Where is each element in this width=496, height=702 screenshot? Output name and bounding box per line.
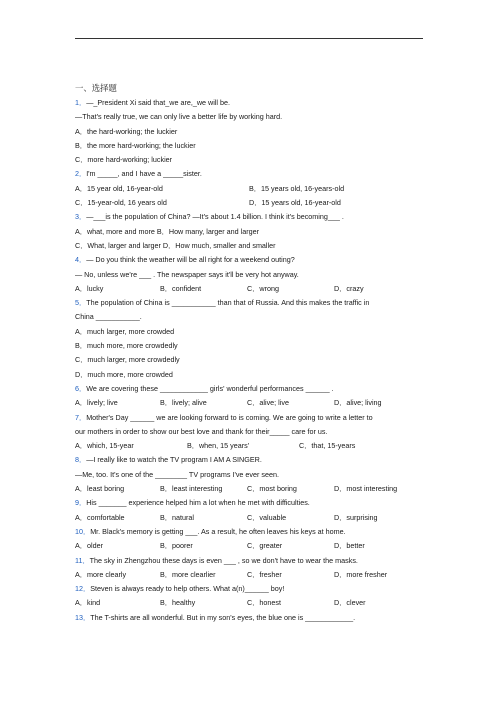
question-number: 5． — [75, 298, 87, 308]
question-5-option-c[interactable]: C．much larger, more crowdedly — [75, 355, 180, 365]
question-number: 2． — [75, 169, 87, 179]
question-text: —_President Xi said that_we are,_we will be. — [86, 98, 231, 107]
question-11-option-b[interactable]: B．more clearlier — [160, 569, 216, 579]
question-sheet — [75, 81, 423, 625]
question-text: His _______ experience helped him a lot when he met with difficulties. — [86, 498, 310, 508]
question-8-options — [75, 482, 423, 496]
question-text: — Do you think the weather will be all right for a weekend outing? — [86, 255, 295, 265]
question-4-option-c[interactable]: C．wrong — [247, 283, 279, 293]
question-number: 13． — [75, 612, 91, 622]
question-5-option-b[interactable]: B．much more, more crowdedly — [75, 341, 178, 351]
question-1-option-b[interactable]: B．the more hard-working; the luckier — [75, 140, 196, 150]
question-10-option-d[interactable]: D．better — [334, 541, 365, 551]
question-3-stem — [75, 210, 423, 224]
question-text: Steven is always ready to help others. What a(n)______ boy! — [90, 584, 285, 594]
question-10-option-a[interactable]: A．older — [75, 541, 103, 551]
question-12-option-c[interactable]: C．honest — [247, 598, 281, 608]
question-4-stem — [75, 253, 423, 267]
question-8-option-c[interactable]: C．most boring — [247, 484, 297, 494]
question-5-stem — [75, 296, 423, 310]
question-5-line: China ___________. — [75, 312, 142, 322]
question-1-option-a[interactable]: A．the hard-working; the luckier — [75, 126, 178, 136]
question-11-option-c[interactable]: C．fresher — [247, 569, 282, 579]
question-8-option-b[interactable]: B．least interesting — [160, 484, 223, 494]
question-5-option-d[interactable]: D．much more, more crowded — [75, 369, 173, 379]
question-12-option-b[interactable]: B．healthy — [160, 598, 196, 608]
question-2-option-d[interactable]: D．15 years old, 16-year-old — [249, 198, 341, 208]
question-number: 8． — [75, 455, 87, 465]
question-12-options — [75, 596, 423, 610]
question-9-option-a[interactable]: A．comfortable — [75, 512, 125, 522]
question-3-options-ab[interactable]: A．what, more and more B．How many, larger and larger — [75, 226, 260, 236]
question-number: 3． — [75, 212, 87, 222]
question-text: We are covering these ____________ girls' wonderful performances ______ . — [86, 383, 334, 393]
question-6-option-a[interactable]: A．lively; live — [75, 398, 118, 408]
question-2-option-a[interactable]: A．15 year old, 16-year-old — [75, 183, 163, 193]
question-1-stem — [75, 96, 423, 110]
question-4-option-b[interactable]: B．confident — [160, 283, 202, 293]
question-13-stem — [75, 611, 423, 625]
question-8-option-d[interactable]: D．most interesting — [334, 484, 398, 494]
question-7-option-a[interactable]: A．which, 15-year — [75, 441, 134, 451]
question-2-options-row-1 — [75, 182, 423, 196]
question-10-stem — [75, 525, 423, 539]
question-9-option-d[interactable]: D．surprising — [334, 512, 378, 522]
question-12-option-d[interactable]: D．clever — [334, 598, 366, 608]
question-9-option-c[interactable]: C．valuable — [247, 512, 287, 522]
question-number: 1． — [75, 98, 87, 107]
question-6-option-b[interactable]: B．lively; alive — [160, 398, 207, 408]
question-7-line: our mothers in order to show our best love and thank for their_____ care for us. — [75, 426, 328, 436]
question-8-option-a[interactable]: A．least boring — [75, 484, 125, 494]
question-6-stem — [75, 382, 423, 396]
question-number: 11． — [75, 555, 90, 565]
question-number: 9． — [75, 498, 87, 508]
question-text: —I really like to watch the TV program I AM A SINGER. — [86, 455, 262, 465]
question-9-option-b[interactable]: B．natural — [160, 512, 194, 522]
question-10-options — [75, 539, 423, 553]
question-11-stem — [75, 554, 423, 568]
question-7-option-c[interactable]: C．that, 15-years — [299, 441, 356, 451]
question-7-option-b[interactable]: B．when, 15 years' — [187, 441, 250, 451]
question-text: Mother's Day ______ we are looking forward to is coming. We are going to write a letter to — [86, 412, 373, 422]
question-text: The T-shirts are all wonderful. But in my son's eyes, the blue one is ____________. — [90, 612, 356, 622]
question-4-option-a[interactable]: A．lucky — [75, 283, 104, 293]
question-6-option-c[interactable]: C．alive; live — [247, 398, 289, 408]
question-1-line: —That's really true, we can only live a better life by working hard. — [75, 112, 283, 122]
question-6-options — [75, 396, 423, 410]
question-9-options — [75, 511, 423, 525]
question-4-line: — No, unless we're ___ . The newspaper says it'll be very hot anyway. — [75, 269, 299, 279]
question-3-options-cd[interactable]: C．What, larger and larger D．How much, smaller and smaller — [75, 240, 276, 250]
question-10-option-c[interactable]: C．greater — [247, 541, 283, 551]
question-8-line: —Me, too. It's one of the ________ TV programs I've ever seen. — [75, 469, 279, 479]
question-1-option-c[interactable]: C．more hard-working; luckier — [75, 155, 173, 165]
header-rule — [75, 38, 423, 39]
question-10-option-b[interactable]: B．poorer — [160, 541, 193, 551]
question-number: 10． — [75, 526, 91, 536]
question-8-stem — [75, 453, 423, 467]
question-12-stem — [75, 582, 423, 596]
question-7-options — [75, 439, 423, 453]
question-text: The population of China is ___________ than that of Russia. And this makes the traffic in — [86, 298, 370, 308]
question-2-option-c[interactable]: C．15-year-old, 16 years old — [75, 198, 167, 208]
question-2-option-b[interactable]: B．15 years old, 16-years-old — [249, 183, 345, 193]
question-11-option-d[interactable]: D．more fresher — [334, 569, 388, 579]
question-text: —___is the population of China? —It's about 1.4 billion. I think it's becoming___ . — [86, 212, 344, 222]
question-text: Mr. Black's memory is getting ___. As a result, he often leaves his keys at home. — [90, 526, 346, 536]
question-number: 12． — [75, 584, 91, 594]
question-11-option-a[interactable]: A．more clearly — [75, 569, 127, 579]
question-4-options — [75, 282, 423, 296]
section-title: 一、选择题 — [75, 83, 117, 93]
question-2-options-row-2 — [75, 196, 423, 210]
question-number: 6． — [75, 383, 87, 393]
question-2-stem — [75, 167, 423, 181]
question-5-option-a[interactable]: A．much larger, more crowded — [75, 326, 175, 336]
question-text: I'm _____, and I have a _____sister. — [86, 169, 202, 179]
question-4-option-d[interactable]: D．crazy — [334, 283, 364, 293]
question-11-options — [75, 568, 423, 582]
question-6-option-d[interactable]: D．alive; living — [334, 398, 382, 408]
question-9-stem — [75, 496, 423, 510]
question-7-stem — [75, 411, 423, 425]
question-number: 7． — [75, 412, 87, 422]
question-number: 4． — [75, 255, 87, 265]
question-text: The sky in Zhengzhou these days is even ___ , so we don't have to wear the masks. — [89, 555, 358, 565]
question-12-option-a[interactable]: A．kind — [75, 598, 101, 608]
